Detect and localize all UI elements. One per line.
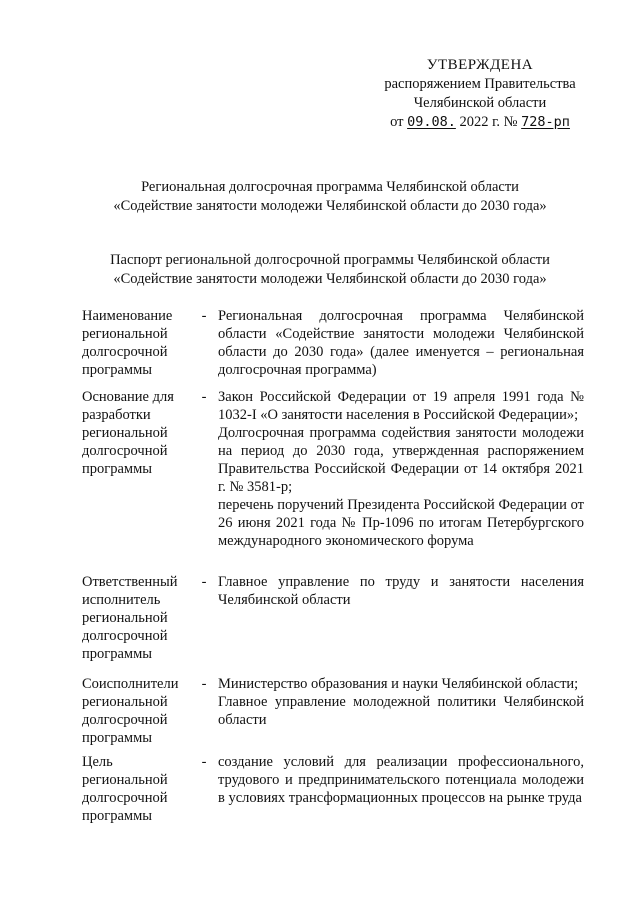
row-paragraph: Министерство образования и науки Челябинской области;: [218, 676, 579, 692]
row-content: [218, 388, 584, 573]
approval-line-1: распоряжением Правительства: [384, 76, 576, 92]
passport-row-name: [82, 307, 584, 388]
row-paragraph: перечень поручений Президента Российской Федерации от 26 июня 2021 года № Пр-1096 по итогам Петербургского международного экономического форума: [218, 497, 584, 549]
row-content: [218, 753, 584, 833]
passport-row-basis: [82, 388, 584, 573]
row-dash: -: [201, 308, 207, 324]
row-content: [218, 307, 584, 388]
row-paragraph: Долгосрочная программа содействия занятости молодежи на период до 2030 года, утвержденная распоряжением Правительства Российской Федерации от 14 октября 2021 г. № 3581-р;: [218, 425, 584, 495]
passport-heading: [60, 251, 600, 289]
passport-row-goal: [82, 753, 584, 833]
row-label: Ответственный исполнитель региональной долгосрочной программы: [82, 574, 178, 662]
approval-date-line: [370, 113, 590, 132]
approval-stamp: [370, 56, 590, 132]
row-paragraph: создание условий для реализации профессионального, трудового и предпринимательского потенциала молодежи в условиях трансформационных процессов на рынке труда: [218, 754, 584, 806]
row-label: Цель региональной долгосрочной программы: [82, 754, 168, 824]
row-dash: -: [201, 676, 207, 692]
program-heading-line-2: «Содействие занятости молодежи Челябинской области до 2030 года»: [113, 198, 547, 214]
year-text: 2022 г. №: [459, 114, 518, 130]
passport-row-executor: [82, 573, 584, 675]
row-dash: -: [201, 574, 207, 590]
program-heading: [60, 178, 600, 216]
row-paragraph: Главное управление молодежной политики Челябинской области: [218, 694, 584, 728]
approved-title: УТВЕРЖДЕНА: [426, 57, 534, 73]
row-paragraph: Закон Российской Федерации от 19 апреля 1991 года № 1032-I «О занятости населения в Российской Федерации»;: [218, 389, 584, 423]
row-content: [218, 675, 584, 753]
program-heading-line-1: Региональная долгосрочная программа Челябинской области: [141, 179, 519, 195]
row-label: Наименование региональной долгосрочной программы: [82, 308, 173, 378]
approval-number: 728-рп: [521, 114, 570, 130]
row-paragraph: Главное управление по труду и занятости населения Челябинской области: [218, 574, 584, 608]
approval-line-2: Челябинской области: [413, 95, 547, 111]
row-dash: -: [201, 389, 207, 405]
passport-heading-line-1: Паспорт региональной долгосрочной программы Челябинской области: [110, 252, 550, 268]
row-dash: -: [201, 754, 207, 770]
row-content: [218, 573, 584, 675]
row-label: Соисполнители региональной долгосрочной программы: [82, 676, 179, 746]
passport-table: [82, 307, 584, 833]
approval-date: 09.08.: [407, 114, 456, 130]
passport-heading-line-2: «Содействие занятости молодежи Челябинской области до 2030 года»: [113, 271, 547, 287]
row-paragraph: Региональная долгосрочная программа Челябинской области «Содействие занятости молодежи Челябинской области до 2030 года» (далее именуется – региональная долгосрочная программа): [218, 308, 584, 378]
date-prefix: от: [390, 114, 404, 130]
row-label: Основание для разработки региональной долгосрочной программы: [82, 389, 174, 477]
passport-row-coexecutors: [82, 675, 584, 753]
